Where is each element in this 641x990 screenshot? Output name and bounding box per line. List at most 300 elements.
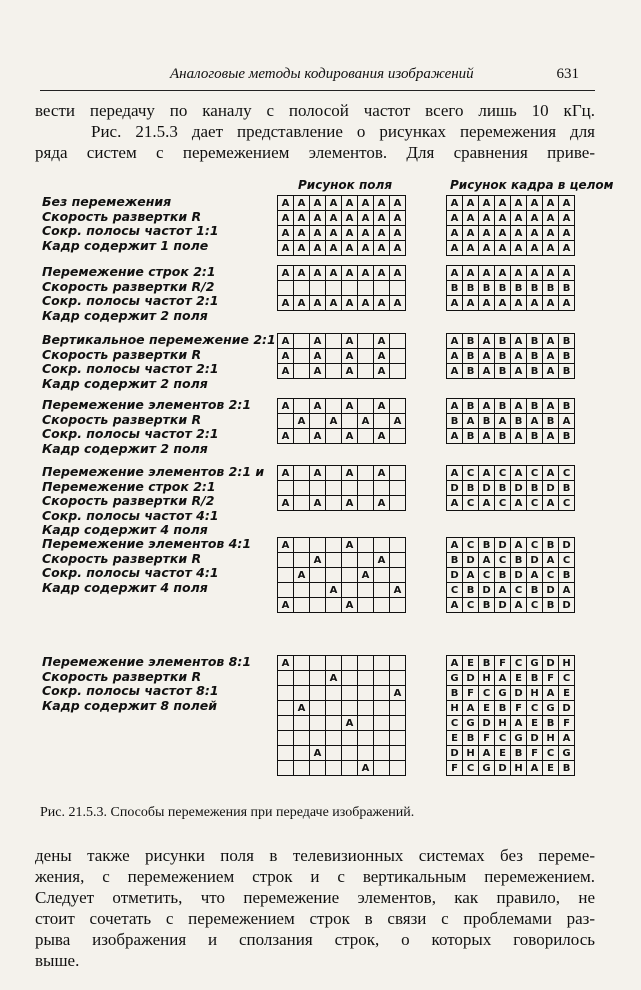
grid-cell: B [559,481,575,496]
grid-cell [294,349,310,364]
grid-cell: A [390,266,406,281]
grid-cell [390,281,406,296]
grid-cell: H [527,686,543,701]
grid-cell: A [511,196,527,211]
row-label-line: Кадр содержит 4 поля [42,522,208,537]
grid-cell: A [310,364,326,379]
grid-cell: B [447,414,463,429]
grid-cell [374,746,390,761]
grid-cell: B [495,334,511,349]
grid-cell: A [342,241,358,256]
grid-cell: C [463,466,479,481]
running-header [40,62,595,91]
grid-cell: A [559,226,575,241]
grid-cell: A [511,364,527,379]
grid-cell: A [447,656,463,671]
grid-cell: A [326,296,342,311]
grid-cell: B [479,598,495,613]
grid-cell: F [527,746,543,761]
grid-cell: A [374,334,390,349]
grid-cell: A [543,496,559,511]
grid-cell: A [447,349,463,364]
grid-cell [390,656,406,671]
row-label-line: Скорость развертки R/2 [42,493,215,508]
grid-cell: H [495,716,511,731]
grid-cell [326,568,342,583]
grid-cell: B [495,429,511,444]
grid-cell [390,364,406,379]
grid-cell [278,686,294,701]
grid-cell: A [326,414,342,429]
grid-cell: D [559,701,575,716]
grid-cell: A [358,296,374,311]
grid-cell: A [559,731,575,746]
grid-cell: A [527,226,543,241]
grid-cell: A [511,296,527,311]
grid-cell [326,731,342,746]
grid-cell: A [447,334,463,349]
grid-cell [358,716,374,731]
grid-cell [326,429,342,444]
grid-cell: A [447,598,463,613]
grid-cell: A [495,296,511,311]
grid-cell: F [447,761,463,776]
text-line: выше. [35,951,80,970]
grid-cell: D [511,481,527,496]
grid-cell: A [543,686,559,701]
grid-cell: A [447,196,463,211]
grid-cell: A [374,226,390,241]
grid-cell: A [543,349,559,364]
grid-cell: A [527,296,543,311]
grid-cell: H [463,746,479,761]
grid-cell: A [294,211,310,226]
grid-cell: C [559,671,575,686]
grid-cell [310,716,326,731]
row-label [42,265,219,323]
grid-cell [278,568,294,583]
grid-cell [342,553,358,568]
page-number: 631 [556,66,579,82]
grid-cell [294,553,310,568]
grid-cell: A [463,226,479,241]
grid-cell: C [527,701,543,716]
grid-cell: A [326,211,342,226]
grid-cell: D [527,553,543,568]
grid-cell: H [447,701,463,716]
grid-cell: F [543,671,559,686]
grid-cell [326,349,342,364]
figure-caption: Рис. 21.5.3. Способы перемежения при передаче изображений. [40,805,415,820]
grid-cell: C [495,553,511,568]
grid-cell: A [479,746,495,761]
row-label-line: Кадр содержит 8 полей [42,697,218,713]
grid-cell [278,414,294,429]
grid-cell: A [559,266,575,281]
grid-cell: D [447,746,463,761]
grid-cell [358,686,374,701]
grid-cell: A [310,746,326,761]
grid-cell: A [479,226,495,241]
row-label [42,398,251,456]
grid-cell: E [463,656,479,671]
grid-cell: C [479,686,495,701]
grid-cell: D [447,568,463,583]
grid-cell [278,481,294,496]
grid-cell [390,481,406,496]
row-label-line: Вертикальное перемежение 2:1 [42,332,276,347]
row-label-line: Перемежение элементов 8:1 [42,654,252,669]
grid-cell: A [479,349,495,364]
grid-cell: A [559,241,575,256]
grid-cell: B [495,399,511,414]
grid-cell: A [559,414,575,429]
grid-cell: B [527,334,543,349]
grid-cell: C [463,538,479,553]
field-pattern-grid [277,537,406,613]
text-line: Следует отметить, что перемежение элементов, как правило, не [35,888,595,907]
grid-cell: A [447,211,463,226]
grid-cell: B [495,481,511,496]
grid-cell: D [511,568,527,583]
grid-cell: A [310,196,326,211]
row-label-line: Сокр. полосы частот 2:1 [42,293,219,308]
grid-cell [294,538,310,553]
grid-cell: A [358,196,374,211]
grid-cell: A [358,266,374,281]
row-label-line: Кадр содержит 2 поля [42,440,208,456]
row-label-line: Сокр. полосы частот 4:1 [42,565,219,580]
grid-cell: C [527,496,543,511]
grid-cell [390,731,406,746]
grid-cell: A [278,429,294,444]
grid-cell [310,731,326,746]
grid-cell: A [543,553,559,568]
grid-cell: A [326,583,342,598]
frame-pattern-grid [446,195,575,256]
grid-cell: A [342,266,358,281]
grid-cell [390,399,406,414]
grid-cell [310,414,326,429]
grid-cell: A [511,399,527,414]
grid-cell: A [326,671,342,686]
grid-cell: A [342,211,358,226]
grid-cell [374,568,390,583]
grid-cell: B [559,568,575,583]
grid-cell: A [527,568,543,583]
grid-cell: A [374,429,390,444]
grid-cell [374,656,390,671]
grid-cell [374,716,390,731]
grid-cell: B [511,746,527,761]
grid-cell [278,716,294,731]
grid-cell [278,761,294,776]
grid-cell: A [358,226,374,241]
grid-cell: B [543,598,559,613]
grid-cell: D [495,761,511,776]
grid-cell [294,481,310,496]
grid-cell: B [559,334,575,349]
grid-cell [390,716,406,731]
grid-cell: A [479,196,495,211]
grid-cell: A [278,196,294,211]
row-label-line: Сокр. полосы частот 1:1 [42,223,219,238]
row-label [42,537,251,595]
field-pattern-grid [277,398,406,444]
grid-cell: A [543,211,559,226]
grid-cell: A [326,266,342,281]
grid-cell: A [527,241,543,256]
grid-cell: A [310,296,326,311]
grid-cell: A [374,349,390,364]
grid-cell: B [495,701,511,716]
grid-cell: A [559,196,575,211]
grid-cell: E [543,761,559,776]
grid-cell: A [543,399,559,414]
grid-cell: D [559,538,575,553]
grid-cell: A [326,196,342,211]
grid-cell [374,731,390,746]
grid-cell [278,671,294,686]
grid-cell: A [479,211,495,226]
grid-cell [358,399,374,414]
grid-cell: C [511,583,527,598]
grid-cell: A [358,211,374,226]
grid-cell: E [479,701,495,716]
row-label-line: Сокр. полосы частот 2:1 [42,361,219,376]
grid-cell: B [527,429,543,444]
grid-cell: B [559,349,575,364]
grid-cell: A [495,241,511,256]
grid-cell: C [527,538,543,553]
grid-cell: A [342,716,358,731]
text-line: вести передачу по каналу с полосой частот всего лишь 10 кГц. [35,101,595,120]
grid-cell [390,349,406,364]
grid-cell: A [447,226,463,241]
grid-cell: B [527,399,543,414]
grid-cell [294,496,310,511]
grid-cell [310,598,326,613]
grid-cell [326,281,342,296]
grid-cell [358,598,374,613]
grid-cell: B [495,281,511,296]
grid-cell: A [527,211,543,226]
grid-cell: A [511,716,527,731]
grid-cell: B [559,761,575,776]
grid-cell: F [463,686,479,701]
grid-cell: A [463,296,479,311]
grid-cell: H [543,731,559,746]
grid-cell [358,364,374,379]
grid-cell: A [278,399,294,414]
grid-cell: A [479,266,495,281]
grid-cell: A [278,211,294,226]
grid-cell [358,583,374,598]
grid-cell: A [310,349,326,364]
grid-cell: A [310,211,326,226]
grid-cell: B [559,399,575,414]
grid-cell: C [495,466,511,481]
grid-cell [358,496,374,511]
grid-cell: A [463,196,479,211]
grid-cell: A [495,583,511,598]
grid-cell: B [463,364,479,379]
grid-cell: A [495,226,511,241]
grid-cell [342,656,358,671]
grid-cell [358,553,374,568]
grid-cell: B [463,731,479,746]
grid-cell [278,281,294,296]
grid-cell [310,701,326,716]
grid-cell [390,598,406,613]
grid-cell [342,414,358,429]
grid-cell: E [495,746,511,761]
row-label-line: Перемежение элементов 2:1 и [42,464,265,479]
grid-cell: A [559,583,575,598]
grid-cell: A [543,466,559,481]
grid-cell: A [463,266,479,281]
field-pattern-grid [277,333,406,379]
grid-cell [390,746,406,761]
grid-cell: F [495,656,511,671]
grid-cell [294,686,310,701]
grid-cell: A [543,226,559,241]
grid-cell [310,656,326,671]
grid-cell [342,731,358,746]
grid-cell: A [374,496,390,511]
row-label-line: Скорость развертки R [42,668,202,684]
grid-cell: A [326,226,342,241]
grid-cell: A [463,701,479,716]
grid-cell [294,761,310,776]
grid-cell [326,466,342,481]
grid-cell: A [278,349,294,364]
grid-cell: A [278,226,294,241]
grid-cell [342,583,358,598]
grid-cell [342,568,358,583]
grid-cell: A [342,496,358,511]
grid-cell: A [374,296,390,311]
grid-cell [294,364,310,379]
row-label-line: Сокр. полосы частот 4:1 [42,507,219,523]
grid-cell: A [374,266,390,281]
grid-cell [342,281,358,296]
text-line: Рис. 21.5.3 дает представление о рисунках перемежения для [35,122,595,141]
grid-cell [278,731,294,746]
grid-cell: A [358,761,374,776]
grid-cell [374,414,390,429]
row-label-line: Перемежение элементов 4:1 [42,536,252,551]
column-title-field: Рисунок поля [298,178,393,192]
grid-cell: C [447,716,463,731]
grid-cell: E [511,671,527,686]
grid-cell [294,671,310,686]
grid-cell: A [294,266,310,281]
grid-cell [326,746,342,761]
grid-cell: A [358,414,374,429]
grid-cell [390,553,406,568]
grid-cell: A [342,538,358,553]
grid-cell: B [511,553,527,568]
grid-cell: B [463,399,479,414]
grid-cell: A [390,196,406,211]
row-label [42,333,276,391]
grid-cell: A [511,466,527,481]
grid-cell: E [559,686,575,701]
grid-cell: B [527,481,543,496]
grid-cell: A [358,568,374,583]
grid-cell [358,349,374,364]
grid-cell: A [447,296,463,311]
grid-cell: G [447,671,463,686]
grid-cell: A [495,211,511,226]
grid-cell [358,656,374,671]
grid-cell: C [543,568,559,583]
grid-cell [358,701,374,716]
grid-cell: A [342,429,358,444]
text-line: стоит сочетать с перемежением строк в связи с проблемами раз- [35,909,595,928]
grid-cell: C [559,496,575,511]
grid-cell: B [447,553,463,568]
grid-cell [358,731,374,746]
grid-cell [358,671,374,686]
grid-cell: A [278,598,294,613]
grid-cell: A [447,266,463,281]
grid-cell: A [559,296,575,311]
grid-cell: B [559,429,575,444]
grid-cell: A [543,266,559,281]
grid-cell: A [447,241,463,256]
grid-cell: A [390,211,406,226]
grid-cell: D [559,598,575,613]
grid-cell [390,429,406,444]
grid-cell [326,334,342,349]
grid-cell: A [278,266,294,281]
grid-cell: C [463,496,479,511]
grid-cell [358,429,374,444]
grid-cell [342,701,358,716]
grid-cell: A [342,296,358,311]
grid-cell: A [463,568,479,583]
grid-cell: A [278,364,294,379]
grid-cell: B [527,583,543,598]
frame-pattern-grid [446,333,575,379]
grid-cell [310,481,326,496]
grid-cell: A [294,226,310,241]
row-label-line: Скорость развертки R [42,411,202,427]
grid-cell: A [374,196,390,211]
grid-cell: A [310,466,326,481]
grid-cell: A [447,466,463,481]
grid-cell: A [527,761,543,776]
grid-cell: E [447,731,463,746]
grid-cell: G [527,656,543,671]
row-label-line: Скорость развертки R [42,208,202,224]
grid-cell [278,583,294,598]
grid-cell: F [479,731,495,746]
row-label [42,195,219,253]
grid-cell [358,281,374,296]
grid-cell: A [390,226,406,241]
grid-cell: A [495,414,511,429]
grid-cell [310,538,326,553]
grid-cell: H [479,671,495,686]
grid-cell: A [495,196,511,211]
grid-cell: B [527,671,543,686]
grid-cell: B [447,281,463,296]
grid-cell: A [479,364,495,379]
grid-cell: A [342,196,358,211]
